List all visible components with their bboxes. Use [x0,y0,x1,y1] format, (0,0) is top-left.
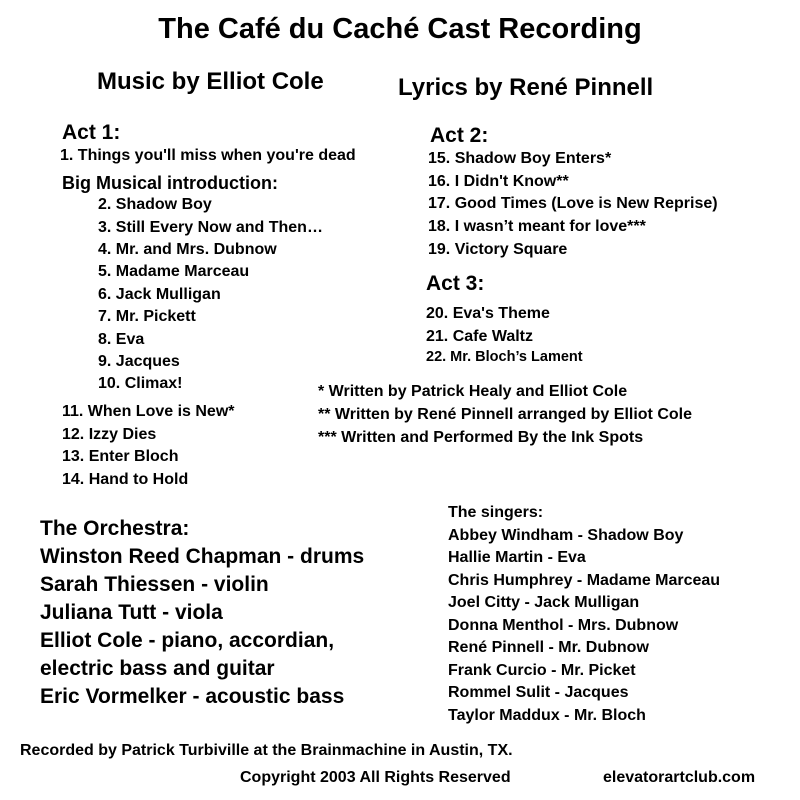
orchestra-member: Elliot Cole - piano, accordian, [40,629,335,652]
intro-heading: Big Musical introduction: [62,173,278,193]
orchestra-member: Juliana Tutt - viola [40,601,223,624]
orchestra-member: Sarah Thiessen - violin [40,573,269,596]
act3-heading: Act 3: [426,272,485,295]
singers-heading: The singers: [448,504,544,521]
track-list-item: 2. Shadow Boy [98,196,212,213]
track-list-item: 1. Things you'll miss when you're dead [60,147,356,164]
track-list-item: 12. Izzy Dies [62,426,157,443]
track-list-item: 5. Madame Marceau [98,263,250,280]
page-title: The Café du Caché Cast Recording [158,13,642,45]
track-list-item: 3. Still Every Now and Then… [98,219,323,236]
track-list-item: 22. Mr. Bloch’s Lament [426,349,583,365]
act2-heading: Act 2: [430,124,489,147]
footnote: ** Written by René Pinnell arranged by Elliot Cole [318,406,692,423]
singer-item: Taylor Maddux - Mr. Bloch [448,707,646,724]
footnote: * Written by Patrick Healy and Elliot Cole [318,383,628,400]
track-list-item: 20. Eva's Theme [426,305,550,322]
lyrics-credit: Lyrics by René Pinnell [398,74,654,101]
track-list-item: 16. I Didn't Know** [428,173,569,190]
recording-credit: Recorded by Patrick Turbiville at the Brainmachine in Austin, TX. [20,742,513,759]
orchestra-member: Winston Reed Chapman - drums [40,545,365,568]
track-list-item: 10. Climax! [98,375,183,392]
track-list-item: 9. Jacques [98,353,180,370]
copyright-notice: Copyright 2003 All Rights Reserved [240,769,511,786]
track-list-item: 8. Eva [98,331,145,348]
singer-item: Chris Humphrey - Madame Marceau [448,572,721,589]
singer-item: Joel Citty - Jack Mulligan [448,594,640,611]
track-list-item: 21. Cafe Waltz [426,328,533,345]
act1-heading: Act 1: [62,121,121,144]
singer-item: Abbey Windham - Shadow Boy [448,527,684,544]
orchestra-member: Eric Vormelker - acoustic bass [40,685,345,708]
singer-item: Donna Menthol - Mrs. Dubnow [448,617,679,634]
orchestra-member: electric bass and guitar [40,657,275,680]
singer-item: Frank Curcio - Mr. Picket [448,662,636,679]
footnote: *** Written and Performed By the Ink Spots [318,429,644,446]
website-address: elevatorartclub.com [603,769,756,786]
track-list-item: 14. Hand to Hold [62,471,189,488]
track-list-item: 17. Good Times (Love is New Reprise) [428,195,718,212]
track-list-item: 6. Jack Mulligan [98,286,221,303]
track-list-item: 19. Victory Square [428,241,568,258]
music-credit: Music by Elliot Cole [97,68,324,95]
track-list-item: 15. Shadow Boy Enters* [428,150,612,167]
orchestra-heading: The Orchestra: [40,517,190,540]
singer-item: René Pinnell - Mr. Dubnow [448,639,649,656]
track-list-item: 4. Mr. and Mrs. Dubnow [98,241,277,258]
singer-item: Rommel Sulit - Jacques [448,684,629,701]
track-list-item: 11. When Love is New* [62,403,235,420]
track-list-item: 18. I wasn’t meant for love*** [428,218,646,235]
track-list-item: 7. Mr. Pickett [98,308,196,325]
track-list-item: 13. Enter Bloch [62,448,179,465]
singer-item: Hallie Martin - Eva [448,549,586,566]
